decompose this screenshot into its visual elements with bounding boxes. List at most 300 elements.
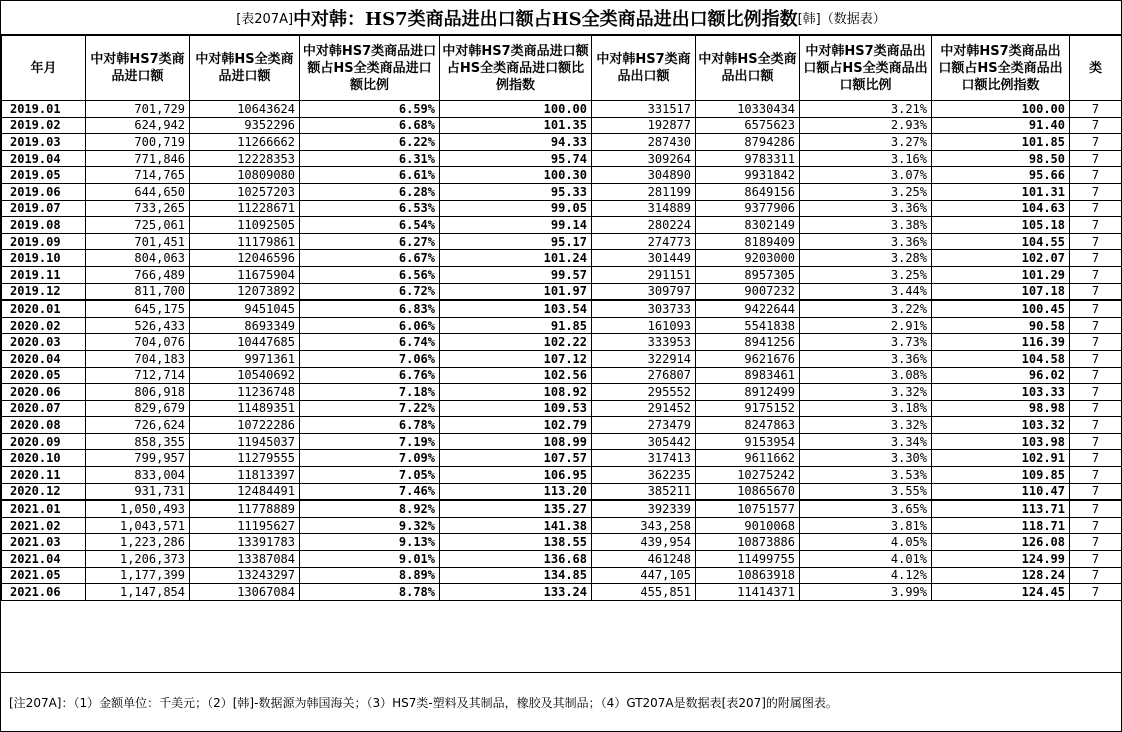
cell-category: 7	[1070, 167, 1122, 184]
cell-hs7-export: 273479	[592, 417, 696, 434]
cell-hs7-import: 733,265	[86, 200, 190, 217]
cell-year-month: 2020.02	[2, 317, 86, 334]
cell-hs7-import: 644,650	[86, 183, 190, 200]
cell-import-ratio: 6.54%	[300, 217, 440, 234]
data-table	[1, 35, 1122, 601]
cell-all-import: 12073892	[190, 283, 300, 300]
cell-all-export: 5541838	[696, 317, 800, 334]
table-row	[2, 433, 1122, 450]
cell-import-index: 135.27	[440, 500, 592, 517]
cell-export-ratio: 3.36%	[800, 200, 932, 217]
cell-export-ratio: 3.28%	[800, 250, 932, 267]
cell-import-index: 100.00	[440, 101, 592, 118]
cell-category: 7	[1070, 200, 1122, 217]
cell-import-index: 95.17	[440, 233, 592, 250]
cell-hs7-export: 274773	[592, 233, 696, 250]
cell-export-ratio: 3.81%	[800, 517, 932, 534]
cell-all-import: 11266662	[190, 134, 300, 151]
cell-import-index: 109.53	[440, 400, 592, 417]
cell-all-import: 9352296	[190, 117, 300, 134]
cell-hs7-import: 771,846	[86, 150, 190, 167]
cell-export-ratio: 3.25%	[800, 183, 932, 200]
cell-hs7-export: 192877	[592, 117, 696, 134]
cell-export-ratio: 3.07%	[800, 167, 932, 184]
cell-year-month: 2021.01	[2, 500, 86, 517]
cell-hs7-export: 343,258	[592, 517, 696, 534]
cell-year-month: 2021.06	[2, 584, 86, 601]
cell-all-export: 9377906	[696, 200, 800, 217]
cell-export-index: 100.45	[932, 300, 1070, 317]
cell-import-ratio: 6.06%	[300, 317, 440, 334]
cell-category: 7	[1070, 300, 1122, 317]
cell-hs7-import: 714,765	[86, 167, 190, 184]
cell-all-import: 8693349	[190, 317, 300, 334]
cell-import-index: 108.92	[440, 384, 592, 401]
cell-export-ratio: 3.32%	[800, 384, 932, 401]
table-row	[2, 350, 1122, 367]
table-row	[2, 534, 1122, 551]
cell-import-index: 141.38	[440, 517, 592, 534]
col-header-year-month: 年月	[2, 36, 86, 101]
cell-category: 7	[1070, 117, 1122, 134]
cell-hs7-import: 704,183	[86, 350, 190, 367]
cell-import-ratio: 7.22%	[300, 400, 440, 417]
cell-year-month: 2019.06	[2, 183, 86, 200]
cell-hs7-export: 314889	[592, 200, 696, 217]
cell-year-month: 2019.03	[2, 134, 86, 151]
cell-import-ratio: 9.13%	[300, 534, 440, 551]
cell-export-index: 118.71	[932, 517, 1070, 534]
cell-all-import: 13067084	[190, 584, 300, 601]
cell-hs7-export: 309264	[592, 150, 696, 167]
cell-hs7-export: 322914	[592, 350, 696, 367]
cell-year-month: 2020.03	[2, 334, 86, 351]
cell-all-import: 9971361	[190, 350, 300, 367]
cell-hs7-import: 624,942	[86, 117, 190, 134]
cell-hs7-import: 1,050,493	[86, 500, 190, 517]
cell-export-ratio: 3.30%	[800, 450, 932, 467]
cell-category: 7	[1070, 317, 1122, 334]
cell-all-export: 10751577	[696, 500, 800, 517]
cell-export-index: 104.58	[932, 350, 1070, 367]
table-row	[2, 551, 1122, 568]
cell-import-index: 103.54	[440, 300, 592, 317]
cell-year-month: 2020.11	[2, 467, 86, 484]
cell-category: 7	[1070, 517, 1122, 534]
cell-export-ratio: 3.38%	[800, 217, 932, 234]
cell-category: 7	[1070, 567, 1122, 584]
cell-year-month: 2019.05	[2, 167, 86, 184]
col-header-category: 类	[1070, 36, 1122, 101]
cell-export-ratio: 3.27%	[800, 134, 932, 151]
cell-export-ratio: 4.01%	[800, 551, 932, 568]
cell-hs7-export: 392339	[592, 500, 696, 517]
cell-category: 7	[1070, 584, 1122, 601]
cell-all-export: 8794286	[696, 134, 800, 151]
cell-export-index: 103.32	[932, 417, 1070, 434]
cell-all-export: 8941256	[696, 334, 800, 351]
cell-import-ratio: 6.78%	[300, 417, 440, 434]
cell-hs7-export: 291151	[592, 266, 696, 283]
cell-export-index: 90.58	[932, 317, 1070, 334]
cell-category: 7	[1070, 233, 1122, 250]
cell-import-ratio: 8.89%	[300, 567, 440, 584]
table-row	[2, 567, 1122, 584]
cell-category: 7	[1070, 367, 1122, 384]
cell-all-export: 9621676	[696, 350, 800, 367]
table-row	[2, 266, 1122, 283]
cell-hs7-import: 645,175	[86, 300, 190, 317]
cell-category: 7	[1070, 483, 1122, 500]
cell-year-month: 2020.08	[2, 417, 86, 434]
cell-import-index: 138.55	[440, 534, 592, 551]
cell-all-export: 11499755	[696, 551, 800, 568]
cell-hs7-export: 331517	[592, 101, 696, 118]
cell-export-index: 101.31	[932, 183, 1070, 200]
cell-category: 7	[1070, 467, 1122, 484]
cell-hs7-import: 701,451	[86, 233, 190, 250]
cell-category: 7	[1070, 384, 1122, 401]
cell-all-export: 8302149	[696, 217, 800, 234]
cell-import-ratio: 6.53%	[300, 200, 440, 217]
table-row	[2, 483, 1122, 500]
cell-all-export: 10865670	[696, 483, 800, 500]
col-header-import-index: 中对韩HS7类商品进口额占HS全类商品进口额比例指数	[440, 36, 592, 101]
cell-import-ratio: 6.61%	[300, 167, 440, 184]
cell-export-index: 126.08	[932, 534, 1070, 551]
cell-hs7-export: 455,851	[592, 584, 696, 601]
table-row	[2, 134, 1122, 151]
cell-import-index: 100.30	[440, 167, 592, 184]
cell-hs7-import: 829,679	[86, 400, 190, 417]
cell-export-ratio: 3.55%	[800, 483, 932, 500]
cell-import-ratio: 9.32%	[300, 517, 440, 534]
cell-category: 7	[1070, 500, 1122, 517]
cell-category: 7	[1070, 551, 1122, 568]
cell-import-index: 108.99	[440, 433, 592, 450]
cell-export-ratio: 4.05%	[800, 534, 932, 551]
cell-hs7-import: 804,063	[86, 250, 190, 267]
cell-hs7-export: 305442	[592, 433, 696, 450]
cell-hs7-import: 526,433	[86, 317, 190, 334]
table-row	[2, 283, 1122, 300]
cell-import-ratio: 7.05%	[300, 467, 440, 484]
cell-all-export: 9010068	[696, 517, 800, 534]
cell-year-month: 2019.09	[2, 233, 86, 250]
cell-import-ratio: 6.72%	[300, 283, 440, 300]
cell-import-index: 107.12	[440, 350, 592, 367]
cell-export-index: 103.98	[932, 433, 1070, 450]
cell-import-index: 133.24	[440, 584, 592, 601]
cell-export-ratio: 3.21%	[800, 101, 932, 118]
cell-year-month: 2020.01	[2, 300, 86, 317]
cell-year-month: 2019.07	[2, 200, 86, 217]
cell-import-index: 106.95	[440, 467, 592, 484]
table-row	[2, 384, 1122, 401]
cell-import-index: 99.14	[440, 217, 592, 234]
cell-all-import: 11236748	[190, 384, 300, 401]
cell-hs7-import: 931,731	[86, 483, 190, 500]
cell-all-export: 6575623	[696, 117, 800, 134]
cell-year-month: 2019.04	[2, 150, 86, 167]
cell-import-index: 101.24	[440, 250, 592, 267]
cell-export-index: 101.85	[932, 134, 1070, 151]
cell-category: 7	[1070, 266, 1122, 283]
cell-hs7-export: 439,954	[592, 534, 696, 551]
cell-all-export: 9007232	[696, 283, 800, 300]
cell-all-import: 11195627	[190, 517, 300, 534]
cell-export-ratio: 3.18%	[800, 400, 932, 417]
cell-year-month: 2020.06	[2, 384, 86, 401]
cell-all-import: 11279555	[190, 450, 300, 467]
cell-export-ratio: 3.65%	[800, 500, 932, 517]
cell-hs7-export: 281199	[592, 183, 696, 200]
cell-all-export: 9783311	[696, 150, 800, 167]
cell-all-import: 10540692	[190, 367, 300, 384]
cell-all-export: 8649156	[696, 183, 800, 200]
cell-hs7-import: 1,223,286	[86, 534, 190, 551]
cell-import-index: 101.97	[440, 283, 592, 300]
cell-all-export: 10873886	[696, 534, 800, 551]
cell-hs7-export: 287430	[592, 134, 696, 151]
cell-import-ratio: 7.06%	[300, 350, 440, 367]
table-body	[2, 101, 1122, 601]
cell-all-export: 10275242	[696, 467, 800, 484]
table-row	[2, 200, 1122, 217]
table-row	[2, 367, 1122, 384]
cell-hs7-import: 704,076	[86, 334, 190, 351]
table-row	[2, 334, 1122, 351]
cell-hs7-export: 385211	[592, 483, 696, 500]
cell-category: 7	[1070, 400, 1122, 417]
cell-import-ratio: 7.09%	[300, 450, 440, 467]
cell-all-import: 11179861	[190, 233, 300, 250]
cell-all-import: 12484491	[190, 483, 300, 500]
cell-export-ratio: 2.93%	[800, 117, 932, 134]
col-header-export-ratio: 中对韩HS7类商品出口额占HS全类商品出口额比例	[800, 36, 932, 101]
col-header-hs7-import: 中对韩HS7类商品进口额	[86, 36, 190, 101]
cell-all-export: 8189409	[696, 233, 800, 250]
table-row	[2, 500, 1122, 517]
cell-import-ratio: 7.19%	[300, 433, 440, 450]
cell-export-ratio: 3.34%	[800, 433, 932, 450]
cell-import-index: 95.74	[440, 150, 592, 167]
col-header-all-import: 中对韩HS全类商品进口额	[190, 36, 300, 101]
table-row	[2, 217, 1122, 234]
table-title	[1, 1, 1121, 35]
cell-import-index: 95.33	[440, 183, 592, 200]
cell-year-month: 2020.05	[2, 367, 86, 384]
cell-hs7-export: 276807	[592, 367, 696, 384]
cell-export-ratio: 3.36%	[800, 350, 932, 367]
cell-export-index: 110.47	[932, 483, 1070, 500]
cell-category: 7	[1070, 450, 1122, 467]
cell-year-month: 2020.10	[2, 450, 86, 467]
cell-export-index: 98.98	[932, 400, 1070, 417]
cell-category: 7	[1070, 534, 1122, 551]
table-row	[2, 584, 1122, 601]
table-row	[2, 317, 1122, 334]
cell-year-month: 2019.02	[2, 117, 86, 134]
cell-category: 7	[1070, 283, 1122, 300]
cell-export-index: 124.99	[932, 551, 1070, 568]
cell-all-export: 8957305	[696, 266, 800, 283]
cell-all-import: 11675904	[190, 266, 300, 283]
cell-export-index: 113.71	[932, 500, 1070, 517]
cell-import-ratio: 6.76%	[300, 367, 440, 384]
cell-all-import: 10722286	[190, 417, 300, 434]
cell-export-index: 102.91	[932, 450, 1070, 467]
cell-all-import: 13387084	[190, 551, 300, 568]
cell-all-import: 11813397	[190, 467, 300, 484]
cell-all-export: 9153954	[696, 433, 800, 450]
cell-import-index: 91.85	[440, 317, 592, 334]
cell-all-export: 9422644	[696, 300, 800, 317]
cell-hs7-export: 461248	[592, 551, 696, 568]
cell-hs7-export: 301449	[592, 250, 696, 267]
col-header-all-export: 中对韩HS全类商品出口额	[696, 36, 800, 101]
cell-year-month: 2019.12	[2, 283, 86, 300]
cell-export-index: 103.33	[932, 384, 1070, 401]
table-row	[2, 517, 1122, 534]
cell-export-ratio: 4.12%	[800, 567, 932, 584]
cell-export-index: 116.39	[932, 334, 1070, 351]
cell-year-month: 2020.07	[2, 400, 86, 417]
cell-import-index: 99.57	[440, 266, 592, 283]
cell-all-import: 10809080	[190, 167, 300, 184]
cell-all-import: 13391783	[190, 534, 300, 551]
table-row	[2, 167, 1122, 184]
cell-import-index: 134.85	[440, 567, 592, 584]
cell-all-import: 11092505	[190, 217, 300, 234]
cell-hs7-export: 303733	[592, 300, 696, 317]
cell-import-ratio: 6.56%	[300, 266, 440, 283]
title-source: [韩]	[797, 12, 821, 27]
cell-import-ratio: 6.27%	[300, 233, 440, 250]
cell-all-import: 10257203	[190, 183, 300, 200]
cell-all-import: 11778889	[190, 500, 300, 517]
cell-export-ratio: 3.08%	[800, 367, 932, 384]
cell-export-ratio: 3.36%	[800, 233, 932, 250]
cell-export-ratio: 3.99%	[800, 584, 932, 601]
cell-all-import: 11489351	[190, 400, 300, 417]
cell-category: 7	[1070, 150, 1122, 167]
cell-export-ratio: 3.53%	[800, 467, 932, 484]
cell-hs7-import: 700,719	[86, 134, 190, 151]
cell-all-export: 9931842	[696, 167, 800, 184]
cell-import-ratio: 6.28%	[300, 183, 440, 200]
cell-hs7-import: 811,700	[86, 283, 190, 300]
table-row	[2, 250, 1122, 267]
cell-year-month: 2020.09	[2, 433, 86, 450]
cell-all-export: 10863918	[696, 567, 800, 584]
cell-hs7-export: 317413	[592, 450, 696, 467]
cell-all-import: 12046596	[190, 250, 300, 267]
table-row	[2, 417, 1122, 434]
table-row	[2, 467, 1122, 484]
cell-export-index: 104.55	[932, 233, 1070, 250]
cell-export-index: 96.02	[932, 367, 1070, 384]
cell-export-index: 109.85	[932, 467, 1070, 484]
cell-export-ratio: 3.22%	[800, 300, 932, 317]
cell-export-ratio: 3.16%	[800, 150, 932, 167]
cell-all-export: 9175152	[696, 400, 800, 417]
cell-hs7-import: 1,177,399	[86, 567, 190, 584]
cell-year-month: 2019.10	[2, 250, 86, 267]
cell-export-ratio: 2.91%	[800, 317, 932, 334]
cell-import-index: 101.35	[440, 117, 592, 134]
cell-import-ratio: 8.78%	[300, 584, 440, 601]
cell-hs7-import: 712,714	[86, 367, 190, 384]
cell-export-ratio: 3.44%	[800, 283, 932, 300]
cell-hs7-export: 291452	[592, 400, 696, 417]
cell-year-month: 2020.04	[2, 350, 86, 367]
cell-import-ratio: 6.31%	[300, 150, 440, 167]
cell-import-ratio: 6.83%	[300, 300, 440, 317]
cell-import-index: 102.22	[440, 334, 592, 351]
col-header-hs7-export: 中对韩HS7类商品出口额	[592, 36, 696, 101]
cell-export-index: 128.24	[932, 567, 1070, 584]
cell-category: 7	[1070, 217, 1122, 234]
cell-import-index: 107.57	[440, 450, 592, 467]
cell-export-ratio: 3.73%	[800, 334, 932, 351]
cell-import-index: 102.56	[440, 367, 592, 384]
cell-all-export: 10330434	[696, 101, 800, 118]
footnote: [注207A]：（1）金额单位：千美元；（2）[韩]-数据源为韩国海关；（3）HS7类-塑料及其制品，橡胶及其制品；（4）GT207A是数据表[表207]的附属图表。	[1, 672, 1121, 731]
cell-hs7-export: 295552	[592, 384, 696, 401]
cell-hs7-export: 309797	[592, 283, 696, 300]
title-suffix: （数据表）	[820, 12, 886, 27]
cell-hs7-export: 304890	[592, 167, 696, 184]
cell-hs7-import: 799,957	[86, 450, 190, 467]
cell-category: 7	[1070, 183, 1122, 200]
table-row	[2, 101, 1122, 118]
cell-hs7-import: 1,043,571	[86, 517, 190, 534]
cell-all-export: 8983461	[696, 367, 800, 384]
cell-export-index: 107.18	[932, 283, 1070, 300]
col-header-export-index: 中对韩HS7类商品出口额占HS全类商品出口额比例指数	[932, 36, 1070, 101]
cell-hs7-import: 766,489	[86, 266, 190, 283]
cell-import-ratio: 9.01%	[300, 551, 440, 568]
cell-category: 7	[1070, 250, 1122, 267]
cell-all-import: 10447685	[190, 334, 300, 351]
title-prefix: [表207A]	[236, 12, 294, 27]
cell-all-export: 9203000	[696, 250, 800, 267]
cell-year-month: 2021.05	[2, 567, 86, 584]
table-row	[2, 183, 1122, 200]
cell-category: 7	[1070, 134, 1122, 151]
cell-year-month: 2020.12	[2, 483, 86, 500]
cell-all-import: 11945037	[190, 433, 300, 450]
cell-all-import: 10643624	[190, 101, 300, 118]
cell-import-ratio: 6.68%	[300, 117, 440, 134]
cell-export-index: 91.40	[932, 117, 1070, 134]
cell-category: 7	[1070, 101, 1122, 118]
cell-hs7-import: 726,624	[86, 417, 190, 434]
cell-all-export: 8247863	[696, 417, 800, 434]
table-row	[2, 150, 1122, 167]
cell-export-index: 104.63	[932, 200, 1070, 217]
cell-import-ratio: 6.74%	[300, 334, 440, 351]
cell-hs7-export: 447,105	[592, 567, 696, 584]
cell-import-index: 136.68	[440, 551, 592, 568]
cell-hs7-export: 280224	[592, 217, 696, 234]
cell-category: 7	[1070, 350, 1122, 367]
cell-export-index: 100.00	[932, 101, 1070, 118]
cell-all-export: 8912499	[696, 384, 800, 401]
cell-year-month: 2019.08	[2, 217, 86, 234]
cell-all-export: 11414371	[696, 584, 800, 601]
